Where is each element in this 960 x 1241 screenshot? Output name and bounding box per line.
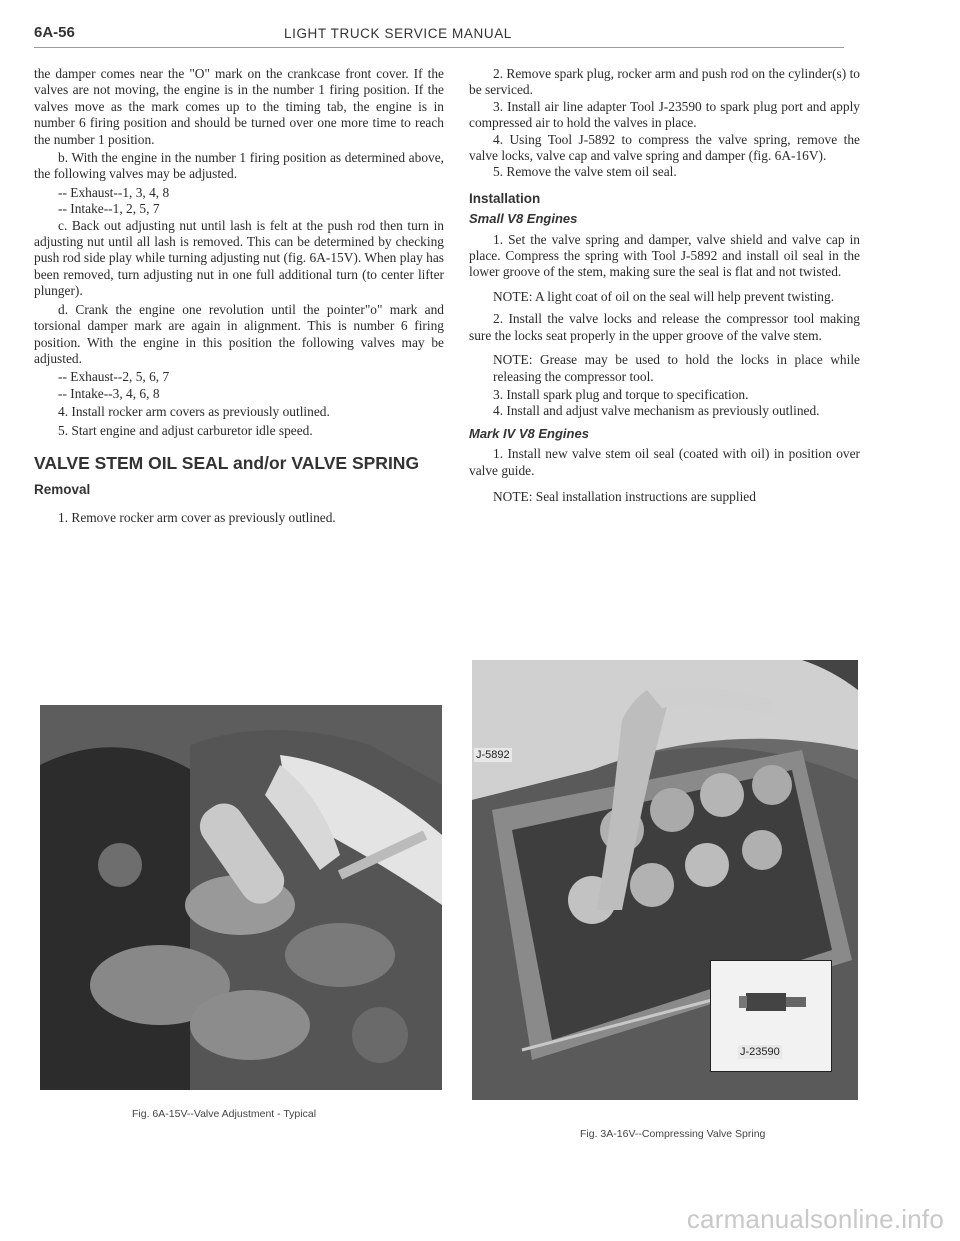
callout-label: J-23590 <box>740 1046 780 1058</box>
list-item: -- Intake--3, 4, 6, 8 <box>58 385 160 401</box>
page-number: 6A-56 <box>34 24 75 41</box>
callout-label: J-5892 <box>476 749 510 761</box>
right-column <box>469 66 860 511</box>
step: 3. Install air line adapter Tool J-23590 to spark plug port and apply compressed air to hold the valves in place. <box>469 98 860 131</box>
step: 1. Set the valve spring and damper, valve shield and valve cap in place. Compress the spring with Tool J-5892 and install oil seal in the lower groove of the stem, making sure the seal is flat and not twisted. <box>469 231 860 280</box>
list-item: -- Exhaust--1, 3, 4, 8 <box>58 184 170 200</box>
paragraph: the damper comes near the "O" mark on the crankcase front cover. If the valves are not moving, the engine is in the number 1 firing position. If the valves move as the mark comes up to the timing tab, the engine is in number 6 firing position and should be turned over one more time to reach the number 1 position. <box>34 66 444 147</box>
removal-heading: Removal <box>34 481 91 497</box>
installation-heading: Installation <box>469 190 541 206</box>
adapter-tool-illustration <box>711 961 831 1041</box>
paragraph: d. Crank the engine one revolution until the pointer"o" mark and torsional damper mark are again in alignment. This is number 6 firing position. With the engine in this position the following valves may be adjusted. <box>34 301 444 366</box>
figure-valve-adjustment-photo <box>40 705 442 1090</box>
step: 5. Remove the valve stem oil seal. <box>493 164 677 180</box>
list-item: -- Intake--1, 2, 5, 7 <box>58 201 160 217</box>
paragraph: c. Back out adjusting nut until lash is felt at the push rod then turn in adjusting nut until all lash is removed. This can be determined by checking push rod side play while turning adjusting nut (fig. 6A-15V). When play has been removed, turn adjusting nut in one full additional turn (to center lifter plunger). <box>34 217 444 299</box>
section-title: VALVE STEM OIL SEAL and/or VALVE SPRING <box>34 452 420 473</box>
small-v8-heading: Small V8 Engines <box>469 211 578 227</box>
step: 3. Install spark plug and torque to specification. <box>493 386 749 402</box>
step: 4. Install rocker arm covers as previously outlined. <box>58 404 330 420</box>
note: NOTE: Grease may be used to hold the locks in place while releasing the compressor tool. <box>493 352 860 384</box>
step: 1. Remove rocker arm cover as previously outlined. <box>58 510 336 526</box>
left-column <box>34 66 444 527</box>
step: 2. Remove spark plug, rocker arm and push rod on the cylinder(s) to be serviced. <box>469 66 860 98</box>
step: 2. Install the valve locks and release the compressor tool making sure the locks seat properly in the upper groove of the valve stem. <box>469 311 860 343</box>
figure-compressing-valve-spring-photo <box>472 660 858 1100</box>
note: NOTE: A light coat of oil on the seal will help prevent twisting. <box>493 288 835 304</box>
mark-iv-heading: Mark IV V8 Engines <box>469 425 589 441</box>
figure-caption: Fig. 6A-15V--Valve Adjustment - Typical <box>132 1108 317 1120</box>
figure-caption: Fig. 3A-16V--Compressing Valve Spring <box>580 1128 766 1140</box>
header-rule <box>34 47 844 48</box>
step: 4. Using Tool J-5892 to compress the valve spring, remove the valve locks, valve cap and valve spring and damper (fig. 6A-16V). <box>469 131 860 164</box>
step: 5. Start engine and adjust carburetor idle speed. <box>58 422 313 438</box>
note: NOTE: Seal installation instructions are supplied <box>493 488 756 504</box>
watermark: carmanualsonline.info <box>686 1204 944 1234</box>
step: 1. Install new valve stem oil seal (coated with oil) in position over valve guide. <box>469 446 860 478</box>
running-head: LIGHT TRUCK SERVICE MANUAL <box>284 26 512 41</box>
valve-adjustment-illustration <box>40 705 442 1090</box>
paragraph: b. With the engine in the number 1 firing position as determined above, the following valves may be adjusted. <box>34 150 444 182</box>
step: 4. Install and adjust valve mechanism as previously outlined. <box>493 403 820 419</box>
list-item: -- Exhaust--2, 5, 6, 7 <box>58 369 170 385</box>
